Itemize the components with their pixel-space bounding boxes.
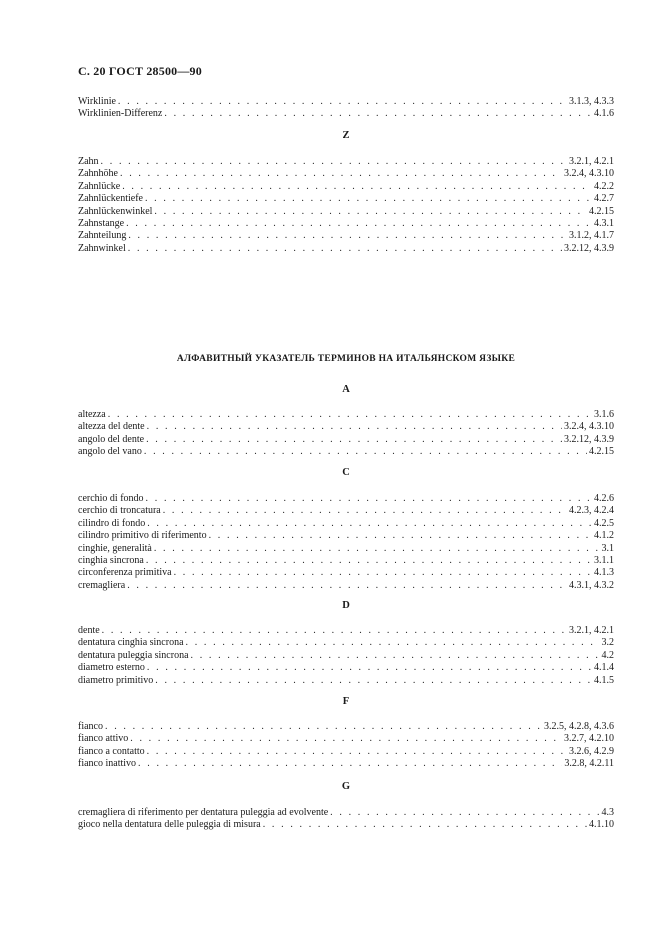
entry-term: fianco a contatto <box>78 745 145 757</box>
index-entry <box>78 650 614 662</box>
entry-ref: 3.2.7, 4.2.10 <box>564 733 614 745</box>
leader-dots <box>127 580 567 592</box>
leader-dots <box>122 181 592 193</box>
entry-ref: 3.2 <box>601 637 614 649</box>
index-entry <box>78 96 614 108</box>
index-entry <box>78 493 614 505</box>
entry-ref: 4.3.1, 4.3.2 <box>569 579 614 591</box>
entry-ref: 4.1.3 <box>594 567 614 579</box>
entry-term: Zahnwinkel <box>78 242 126 254</box>
entry-ref: 4.2 <box>601 649 614 661</box>
leader-dots <box>164 108 592 120</box>
index-entry <box>78 181 614 193</box>
entry-ref: 3.1.6 <box>594 409 614 420</box>
entry-ref: 3.2.4, 4.3.10 <box>564 421 614 433</box>
entry-term: Zahnhöhe <box>78 168 118 180</box>
entry-ref: 4.2.15 <box>589 205 614 217</box>
index-entry <box>78 721 614 733</box>
entry-ref: 4.2.2 <box>594 180 614 192</box>
section-letter-c: C <box>342 467 350 478</box>
index-entry <box>78 421 614 433</box>
leader-dots <box>147 662 592 674</box>
index-entry <box>78 156 614 168</box>
entry-ref: 3.1.1 <box>594 554 614 566</box>
leader-dots <box>105 721 542 733</box>
index-entry <box>78 530 614 542</box>
leader-dots <box>155 675 592 687</box>
index-entry <box>78 230 614 242</box>
index-entry <box>78 555 614 567</box>
entry-term: altezza <box>78 409 106 420</box>
index-entry <box>78 580 614 592</box>
entry-term: cerchio di fondo <box>78 493 144 504</box>
index-entry <box>78 662 614 674</box>
entry-term: fianco inattivo <box>78 758 137 770</box>
index-entry <box>78 409 614 421</box>
leader-dots <box>174 567 592 579</box>
index-entry <box>78 505 614 517</box>
leader-dots <box>120 168 562 180</box>
leader-dots <box>101 156 567 168</box>
section-letter-f: F <box>342 696 350 707</box>
leader-dots <box>118 96 567 108</box>
index-entry <box>78 193 614 205</box>
index-entry <box>78 637 614 649</box>
leader-dots <box>147 518 592 530</box>
entry-term: cerchio di troncatura <box>78 505 161 517</box>
entry-ref: 4.1.2 <box>594 530 614 542</box>
entry-ref: 3.2.4, 4.3.10 <box>564 168 614 180</box>
leader-dots <box>263 819 587 831</box>
entry-ref: 4.1.6 <box>594 108 614 120</box>
entry-ref: 3.1 <box>601 542 614 554</box>
german-w-entries <box>78 96 614 121</box>
leader-dots <box>108 409 592 421</box>
index-entry <box>78 746 614 758</box>
entry-term: Zahnlückentiefe <box>78 193 143 205</box>
index-entry <box>78 543 614 555</box>
entry-term: circonferenza primitiva <box>78 567 172 579</box>
entry-ref: 4.2.5 <box>594 517 614 529</box>
entry-ref: 3.1.3, 4.3.3 <box>569 96 614 107</box>
entry-term: fianco <box>78 721 103 732</box>
entry-ref: 4.1.10 <box>589 819 614 831</box>
leader-dots <box>130 733 562 745</box>
entry-ref: 4.3 <box>601 807 614 818</box>
entry-term: cremagliera di riferimento per dentatura puleggia ad evolvente <box>78 807 329 818</box>
index-entry <box>78 625 614 637</box>
index-entry <box>78 675 614 687</box>
entry-term: angolo del vano <box>78 446 142 458</box>
italian-index-title: АЛФАВИТНЫЙ УКАЗАТЕЛЬ ТЕРМИНОВ НА ИТАЛЬЯНСКОМ ЯЗЫКЕ <box>176 354 516 364</box>
leader-dots <box>330 807 599 819</box>
entry-ref: 3.2.12, 4.3.9 <box>564 242 614 254</box>
leader-dots <box>154 206 587 218</box>
entry-term: cinghia sincrona <box>78 554 144 566</box>
entry-ref: 3.2.8, 4.2.11 <box>564 758 614 770</box>
italian-g-entries <box>78 807 614 832</box>
entry-term: cilindro di fondo <box>78 517 146 529</box>
italian-c-entries <box>78 493 614 592</box>
index-entry <box>78 733 614 745</box>
leader-dots <box>147 421 562 433</box>
entry-term: diametro primitivo <box>78 674 154 686</box>
entry-term: Zahnlückenwinkel <box>78 205 153 217</box>
entry-ref: 4.1.4 <box>594 662 614 674</box>
entry-term: Zahnstange <box>78 217 125 229</box>
entry-ref: 3.1.2, 4.1.7 <box>569 230 614 242</box>
entry-term: dentatura puleggia sincrona <box>78 649 189 661</box>
entry-ref: 4.2.7 <box>594 193 614 205</box>
leader-dots <box>209 530 592 542</box>
index-entry <box>78 168 614 180</box>
italian-a-entries <box>78 409 614 459</box>
index-entry <box>78 758 614 770</box>
leader-dots <box>126 218 592 230</box>
section-letter-d: D <box>342 600 350 611</box>
entry-term: cinghie, generalità <box>78 542 152 554</box>
leader-dots <box>145 193 592 205</box>
entry-ref: 4.2.3, 4.2.4 <box>569 505 614 517</box>
page-header: С. 20 ГОСТ 28500—90 <box>78 64 202 78</box>
entry-ref: 4.1.5 <box>594 674 614 686</box>
leader-dots <box>147 746 567 758</box>
leader-dots <box>154 543 600 555</box>
entry-term: dentatura cinghia sincrona <box>78 637 184 649</box>
leader-dots <box>144 446 587 458</box>
entry-ref: 3.2.1, 4.2.1 <box>569 625 614 636</box>
index-entry <box>78 446 614 458</box>
entry-term: Zahnlücke <box>78 180 121 192</box>
section-letter-z: Z <box>342 130 350 141</box>
entry-term: Zahn <box>78 156 99 167</box>
index-entry <box>78 218 614 230</box>
index-entry <box>78 243 614 255</box>
index-entry <box>78 819 614 831</box>
section-letter-g: G <box>341 781 351 792</box>
italian-d-entries <box>78 625 614 687</box>
italian-f-entries <box>78 721 614 771</box>
leader-dots <box>138 758 562 770</box>
entry-term: fianco attivo <box>78 733 129 745</box>
leader-dots <box>191 650 600 662</box>
entry-term: Wirklinie <box>78 96 116 107</box>
entry-ref: 3.2.6, 4.2.9 <box>569 745 614 757</box>
entry-term: dente <box>78 625 100 636</box>
index-entry <box>78 518 614 530</box>
entry-term: diametro esterno <box>78 662 145 674</box>
entry-term: Zahnteilung <box>78 230 127 242</box>
index-entry <box>78 434 614 446</box>
entry-term: altezza del dente <box>78 421 145 433</box>
entry-ref: 3.2.12, 4.3.9 <box>564 433 614 445</box>
index-entry <box>78 807 614 819</box>
entry-term: gioco nella dentatura delle puleggia di misura <box>78 819 261 831</box>
entry-ref: 4.2.15 <box>589 446 614 458</box>
entry-term: angolo del dente <box>78 433 145 445</box>
entry-term: Wirklinien-Differenz <box>78 108 163 120</box>
section-letter-a: A <box>342 384 350 395</box>
entry-term: cilindro primitivo di riferimento <box>78 530 207 542</box>
leader-dots <box>146 434 562 446</box>
entry-term: cremagliera <box>78 579 126 591</box>
index-entry <box>78 567 614 579</box>
entry-ref: 3.2.1, 4.2.1 <box>569 156 614 167</box>
leader-dots <box>186 637 600 649</box>
index-entry <box>78 108 614 120</box>
leader-dots <box>128 230 567 242</box>
entry-ref: 4.2.6 <box>594 493 614 504</box>
entry-ref: 4.3.1 <box>594 217 614 229</box>
leader-dots <box>102 625 567 637</box>
index-entry <box>78 206 614 218</box>
leader-dots <box>163 505 567 517</box>
german-z-entries <box>78 156 614 255</box>
entry-ref: 3.2.5, 4.2.8, 4.3.6 <box>544 721 614 732</box>
leader-dots <box>146 493 592 505</box>
leader-dots <box>146 555 592 567</box>
leader-dots <box>128 243 562 255</box>
